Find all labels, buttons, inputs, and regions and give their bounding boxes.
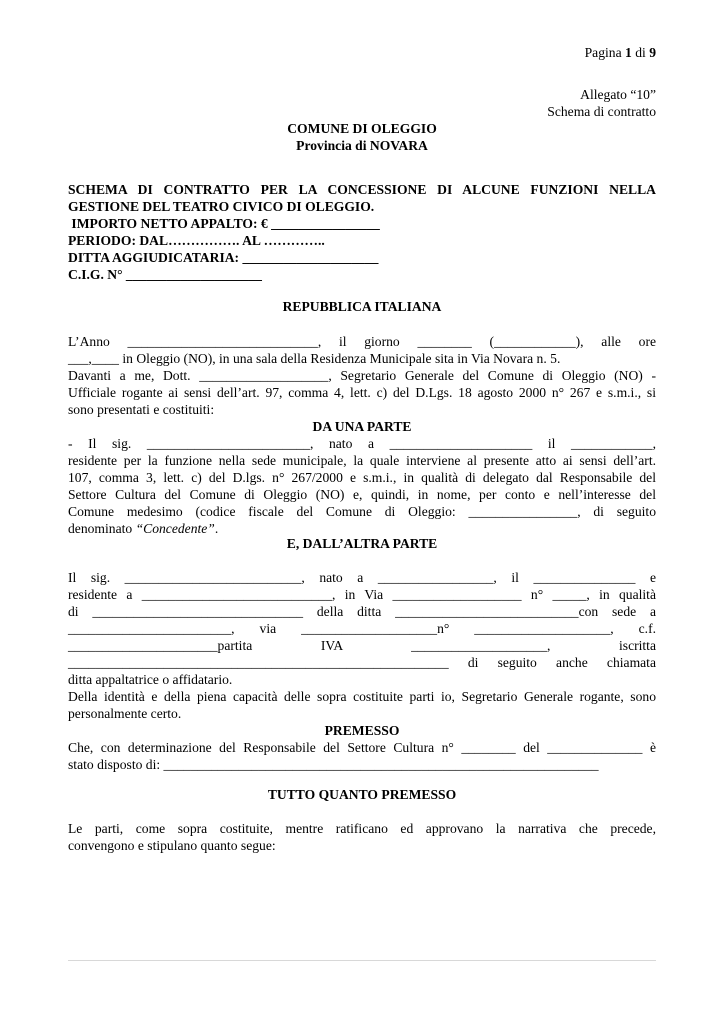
contract-body <box>68 333 656 537</box>
party1-line-2: residente per la funzione nella sede municipale, la quale interviene al presente atto ai sensi dell’art. <box>68 453 656 468</box>
party2-line-6: ________________________________________________________ di seguito anche chiamata <box>68 655 656 670</box>
final-paragraph <box>68 820 656 854</box>
allegato-block <box>547 86 656 120</box>
da-una-parte-heading: DA UNA PARTE <box>312 419 412 434</box>
party2-line-9: personalmente certo. <box>68 706 182 721</box>
final-line-2: convengono e stipulano quanto segue: <box>68 838 276 853</box>
altra-parte-heading: E, DALL’ALTRA PARTE <box>286 536 438 551</box>
contract-title <box>68 181 656 283</box>
intro-line-1: L’Anno ____________________________, il giorno ________ (____________), alle ore <box>68 334 656 349</box>
party2-line-4: ________________________, via ____________________n° ____________________, c.f. <box>68 621 656 636</box>
party2-line-1: Il sig. __________________________, nato a _________________, il _______________ e <box>68 570 656 585</box>
title-line-1: SCHEMA DI CONTRATTO PER LA CONCESSIONE DI ALCUNE FUNZIONI NELLA <box>68 182 656 197</box>
page-total: 9 <box>649 45 656 60</box>
document-page <box>68 0 656 1024</box>
party2-line-2: residente a ____________________________, in Via ___________________ n° _____, in qualità <box>68 587 656 602</box>
intro-line-5: sono presentati e costituiti: <box>68 402 215 417</box>
comune-header <box>68 120 656 154</box>
importo-line: IMPORTO NETTO APPALTO: € ________________ <box>68 216 380 231</box>
comune-name: COMUNE DI OLEGGIO <box>287 121 437 136</box>
repubblica-heading: REPUBBLICA ITALIANA <box>282 299 442 314</box>
party2-line-3: di _______________________________ della ditta ___________________________con sede a <box>68 604 656 619</box>
footer-divider <box>68 960 656 961</box>
intro-line-2: ___,____ in Oleggio (NO), in una sala della Residenza Municipale sita in Via Novara n. 5. <box>68 351 561 366</box>
premesso-line-2: stato disposto di: ________________________________________________________________ <box>68 757 599 772</box>
schema-label: Schema di contratto <box>547 104 656 119</box>
final-line-1: Le parti, come sopra costituite, mentre ratificano ed approvano la narrativa che precede, <box>68 821 656 836</box>
title-line-2: GESTIONE DEL TEATRO CIVICO DI OLEGGIO. <box>68 199 375 214</box>
party1-line-5: Comune medesimo (codice fiscale del Comune di Oleggio: ________________, di seguito <box>68 504 656 519</box>
ditta-line: DITTA AGGIUDICATARIA: ____________________ <box>68 250 379 265</box>
premesso-heading: PREMESSO <box>324 723 400 738</box>
intro-line-3: Davanti a me, Dott. ___________________, Segretario Generale del Comune di Oleggio (NO) - <box>68 368 656 383</box>
cig-line: C.I.G. N° ____________________ <box>68 267 262 282</box>
page-number <box>585 44 656 61</box>
premesso-line-1: Che, con determinazione del Responsabile del Settore Cultura n° ________ del ______________ è <box>68 740 656 755</box>
party2-line-5: ______________________partita IVA ____________________, iscritta <box>68 638 656 653</box>
party1-line-1: - Il sig. ________________________, nato a _____________________ il ____________, <box>68 436 656 451</box>
party2-line-7: ditta appaltatrice o affidatario. <box>68 672 233 687</box>
party2-block <box>68 535 656 773</box>
page-current: 1 <box>625 45 632 60</box>
party1-line-3: 107, comma 3, lett. c) del D.lgs. n° 267/2000 e s.m.i., in qualità di delegato dal Responsabile del <box>68 470 656 485</box>
comune-province: Provincia di NOVARA <box>296 138 428 153</box>
blank-line <box>68 552 656 569</box>
period-text: . <box>214 521 219 536</box>
periodo-line: PERIODO: DAL……………. AL ………….. <box>68 233 325 248</box>
party1-line-4: Settore Cultura del Comune di Oleggio (NO) e, quindi, in nome, per conto e nell’interesse del <box>68 487 656 502</box>
denominato-text: denominato <box>68 521 136 536</box>
party2-line-8: Della identità e della piena capacità delle sopra costituite parti io, Segretario Generale rogante, sono <box>68 689 656 704</box>
page-label: Pagina <box>584 45 626 60</box>
concedente-text: “Concedente” <box>135 521 215 536</box>
tutto-quanto-heading: TUTTO QUANTO PREMESSO <box>267 787 457 802</box>
page-of: di <box>631 45 650 60</box>
intro-line-4: Ufficiale rogante ai sensi dell’art. 97, comma 4, lett. c) del D.Lgs. 18 agosto 2000 n° 267 e s.m.i., si <box>68 385 656 400</box>
allegato-label: Allegato “10” <box>580 87 656 102</box>
